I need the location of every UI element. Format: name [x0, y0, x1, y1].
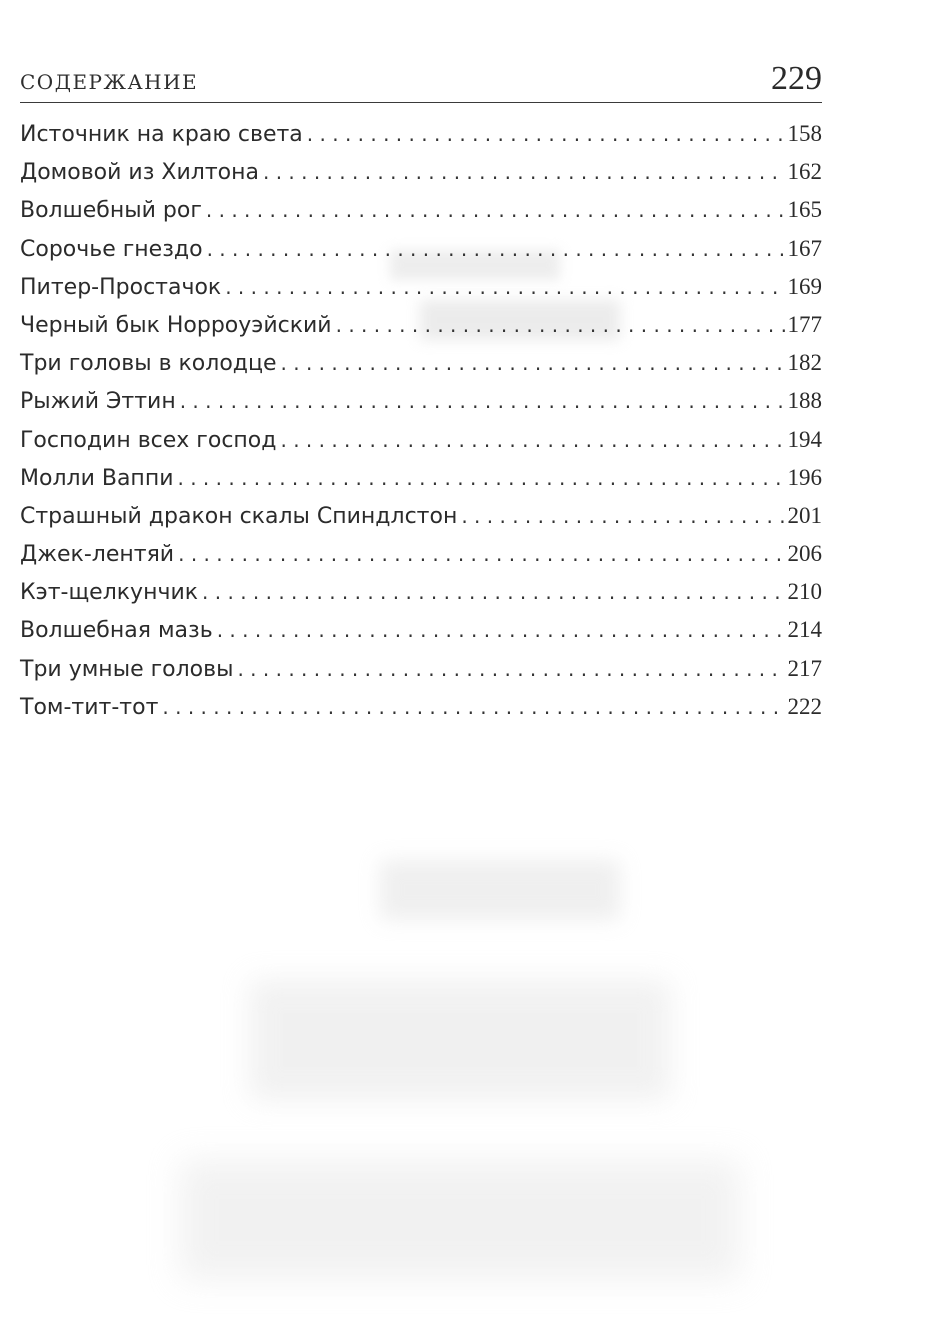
show-through-block [180, 1160, 740, 1280]
toc-entry-page: 214 [787, 617, 822, 643]
toc-entry [20, 350, 822, 388]
toc-entry-page: 165 [787, 197, 822, 223]
toc-entry-title: Джек-лентяй [20, 542, 175, 568]
toc-entry-page: 194 [787, 426, 822, 452]
dot-leader [178, 466, 786, 490]
dot-leader [461, 504, 785, 528]
show-through-block [380, 860, 620, 920]
toc-entry [20, 465, 822, 503]
toc-entry-page: 222 [787, 693, 822, 719]
toc-entry-title: Три умные головы [20, 656, 234, 682]
toc-entry-page: 158 [787, 121, 822, 146]
toc-entry-page: 206 [787, 541, 822, 567]
dot-leader [280, 428, 785, 452]
toc-entry-title: Волшебный рог [20, 198, 202, 224]
toc-entry-page: 196 [787, 464, 822, 490]
toc-entry [20, 503, 822, 541]
toc-entry [20, 579, 822, 617]
dot-leader [237, 657, 785, 681]
toc-entry-title: Господин всех господ [20, 427, 277, 453]
dot-leader [281, 351, 786, 375]
toc-entry-page: 201 [787, 502, 822, 528]
toc-entry-page: 217 [787, 655, 822, 681]
dot-leader [162, 695, 785, 719]
dot-leader [263, 160, 786, 184]
toc-entry-title: Питер-Простачок [20, 274, 222, 300]
dot-leader [225, 275, 785, 299]
toc-entry [20, 427, 822, 465]
show-through-block [250, 980, 670, 1100]
dot-leader [180, 389, 786, 413]
toc-entry-title: Волшебная мазь [20, 618, 213, 644]
toc-entry [20, 388, 822, 426]
toc-entry [20, 159, 822, 197]
toc-entry-title: Черный бык Норроуэйский [20, 312, 332, 338]
toc-entry-title: Молли Ваппи [20, 465, 174, 491]
page-number: 229 [771, 60, 822, 97]
toc-entry-title: Рыжий Эттин [20, 389, 176, 415]
toc-entry [20, 541, 822, 579]
dot-leader [178, 542, 785, 566]
toc-entry-title: Страшный дракон скалы Спиндлстон [20, 503, 458, 529]
dot-leader [307, 122, 786, 146]
toc-entry-title: Три головы в колодце [20, 351, 277, 377]
toc-entry [20, 236, 822, 274]
running-head [20, 58, 822, 103]
section-title: СОДЕРЖАНИЕ [20, 70, 199, 94]
toc-entry-title: Кэт-щелкунчик [20, 580, 199, 606]
toc-entry [20, 694, 822, 732]
dot-leader [206, 198, 786, 222]
toc-entry [20, 274, 822, 312]
dot-leader [207, 237, 786, 261]
table-of-contents [20, 121, 822, 732]
toc-entry-title: Домовой из Хилтона [20, 160, 259, 186]
toc-entry-page: 210 [787, 579, 822, 605]
toc-entry [20, 121, 822, 159]
dot-leader [217, 618, 786, 642]
toc-entry-page: 182 [787, 350, 822, 376]
toc-entry-title: Источник на краю света [20, 122, 303, 147]
toc-entry-page: 162 [787, 159, 822, 185]
toc-entry-page: 169 [787, 273, 822, 299]
toc-entry-page: 167 [787, 235, 822, 261]
toc-entry-page: 188 [787, 388, 822, 414]
dot-leader [336, 313, 786, 337]
toc-entry-title: Том-тит-тот [20, 694, 159, 720]
toc-entry [20, 656, 822, 694]
toc-entry [20, 617, 822, 655]
dot-leader [202, 580, 785, 604]
toc-entry [20, 197, 822, 235]
toc-entry-title: Сорочье гнездо [20, 236, 203, 262]
toc-entry [20, 312, 822, 350]
toc-entry-page: 177 [787, 311, 822, 337]
